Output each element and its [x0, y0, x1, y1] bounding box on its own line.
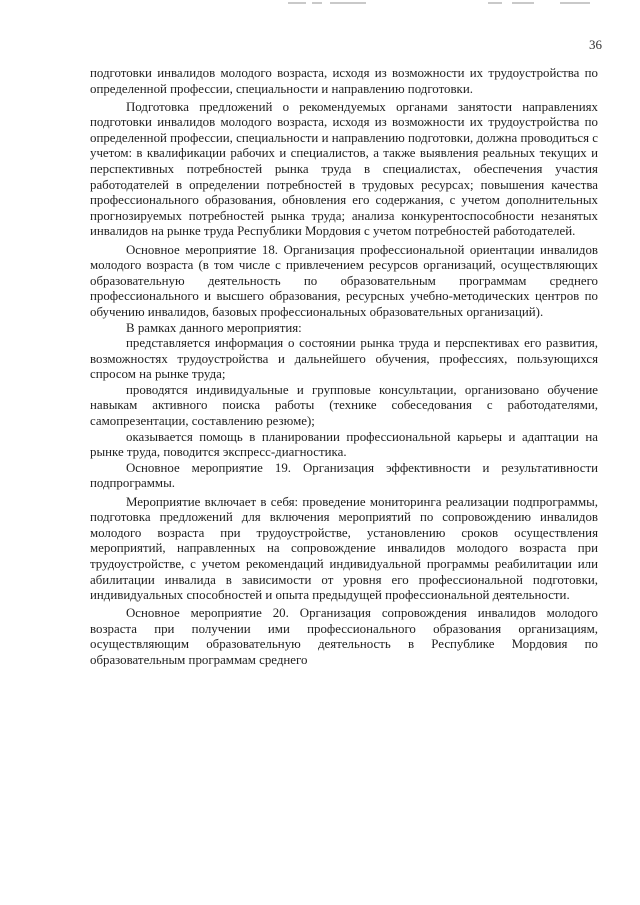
- paragraph: Основное мероприятие 20. Организация сопровождения инвалидов молодого возраста при получении ими профессионального образования организациям, осуществляющим образовательную деятельность в Республике Мордовия по образовательным программам среднего: [90, 606, 598, 667]
- list-item: проводятся индивидуальные и групповые консультации, организовано обучение навыкам активного поиска работы (технике собеседования с работодателями, самопрезентации, составлению резюме);: [90, 382, 598, 429]
- paragraph: Мероприятие включает в себя: проведение мониторинга реализации подпрограммы, подготовка предложений для включения мероприятий по сопровождению инвалидов молодого возраста при трудоустройстве, установлению сроков осуществления мероприятий, направленных на сопровождение инвалидов молодого возраста при трудоустройстве, с учетом рекомендаций индивидуальной программы реабилитации или абилитации инвалида в зависимости от уровня его профессиональной подготовки, индивидуальных способностей и опыта предыдущей профессиональной деятельности.: [90, 494, 598, 603]
- list-item: представляется информация о состоянии рынка труда и перспективах его развития, возможностях трудоустройства и дальнейшего обучения, профессиях, пользующихся спросом на рынке труда;: [90, 336, 598, 382]
- paragraph: Подготовка предложений о рекомендуемых органами занятости направлениях подготовки инвалидов молодого возраста, исходя из возможности их трудоустройства по определенной профессии, специальности и направлению подготовки, должна проводиться с учетом: в квалификации рабочих и специалистов, а также выявления реальных текущих и перспективных потребностей рынка труда в специалистах, обеспечения участия работодателей в определении потребностей в трудовых ресурсах; повышения качества профессионального образования, обновления его содержания, с учетом дополнительных прогнозируемых потребностей рынка труда; анализа конкурентоспособности незанятых инвалидов на рынке труда Республики Мордовия с учетом потребностей работодателей.: [90, 99, 598, 239]
- document-body: [90, 66, 598, 669]
- page-number: 36: [589, 37, 602, 52]
- paragraph: В рамках данного мероприятия:: [126, 320, 302, 335]
- paragraph: Основное мероприятие 19. Организация эффективности и результативности подпрограммы.: [90, 460, 598, 491]
- paragraph: подготовки инвалидов молодого возраста, исходя из возможности их трудоустройства по определенной профессии, специальности и направлению подготовки.: [90, 66, 598, 96]
- paragraph: Основное мероприятие 18. Организация профессиональной ориентации инвалидов молодого возраста (в том числе с привлечением ресурсов организаций, осуществляющих образовательную деятельность по образовательным программам среднего профессионального и высшего образования, ресурсных учебно-методических центров по обучению инвалидов, базовых профессиональных образовательных организаций).: [90, 242, 598, 319]
- scan-artifact: [0, 0, 640, 8]
- list-item: оказывается помощь в планировании профессиональной карьеры и адаптации на рынке труда, поводится экспресс-диагностика.: [90, 429, 598, 460]
